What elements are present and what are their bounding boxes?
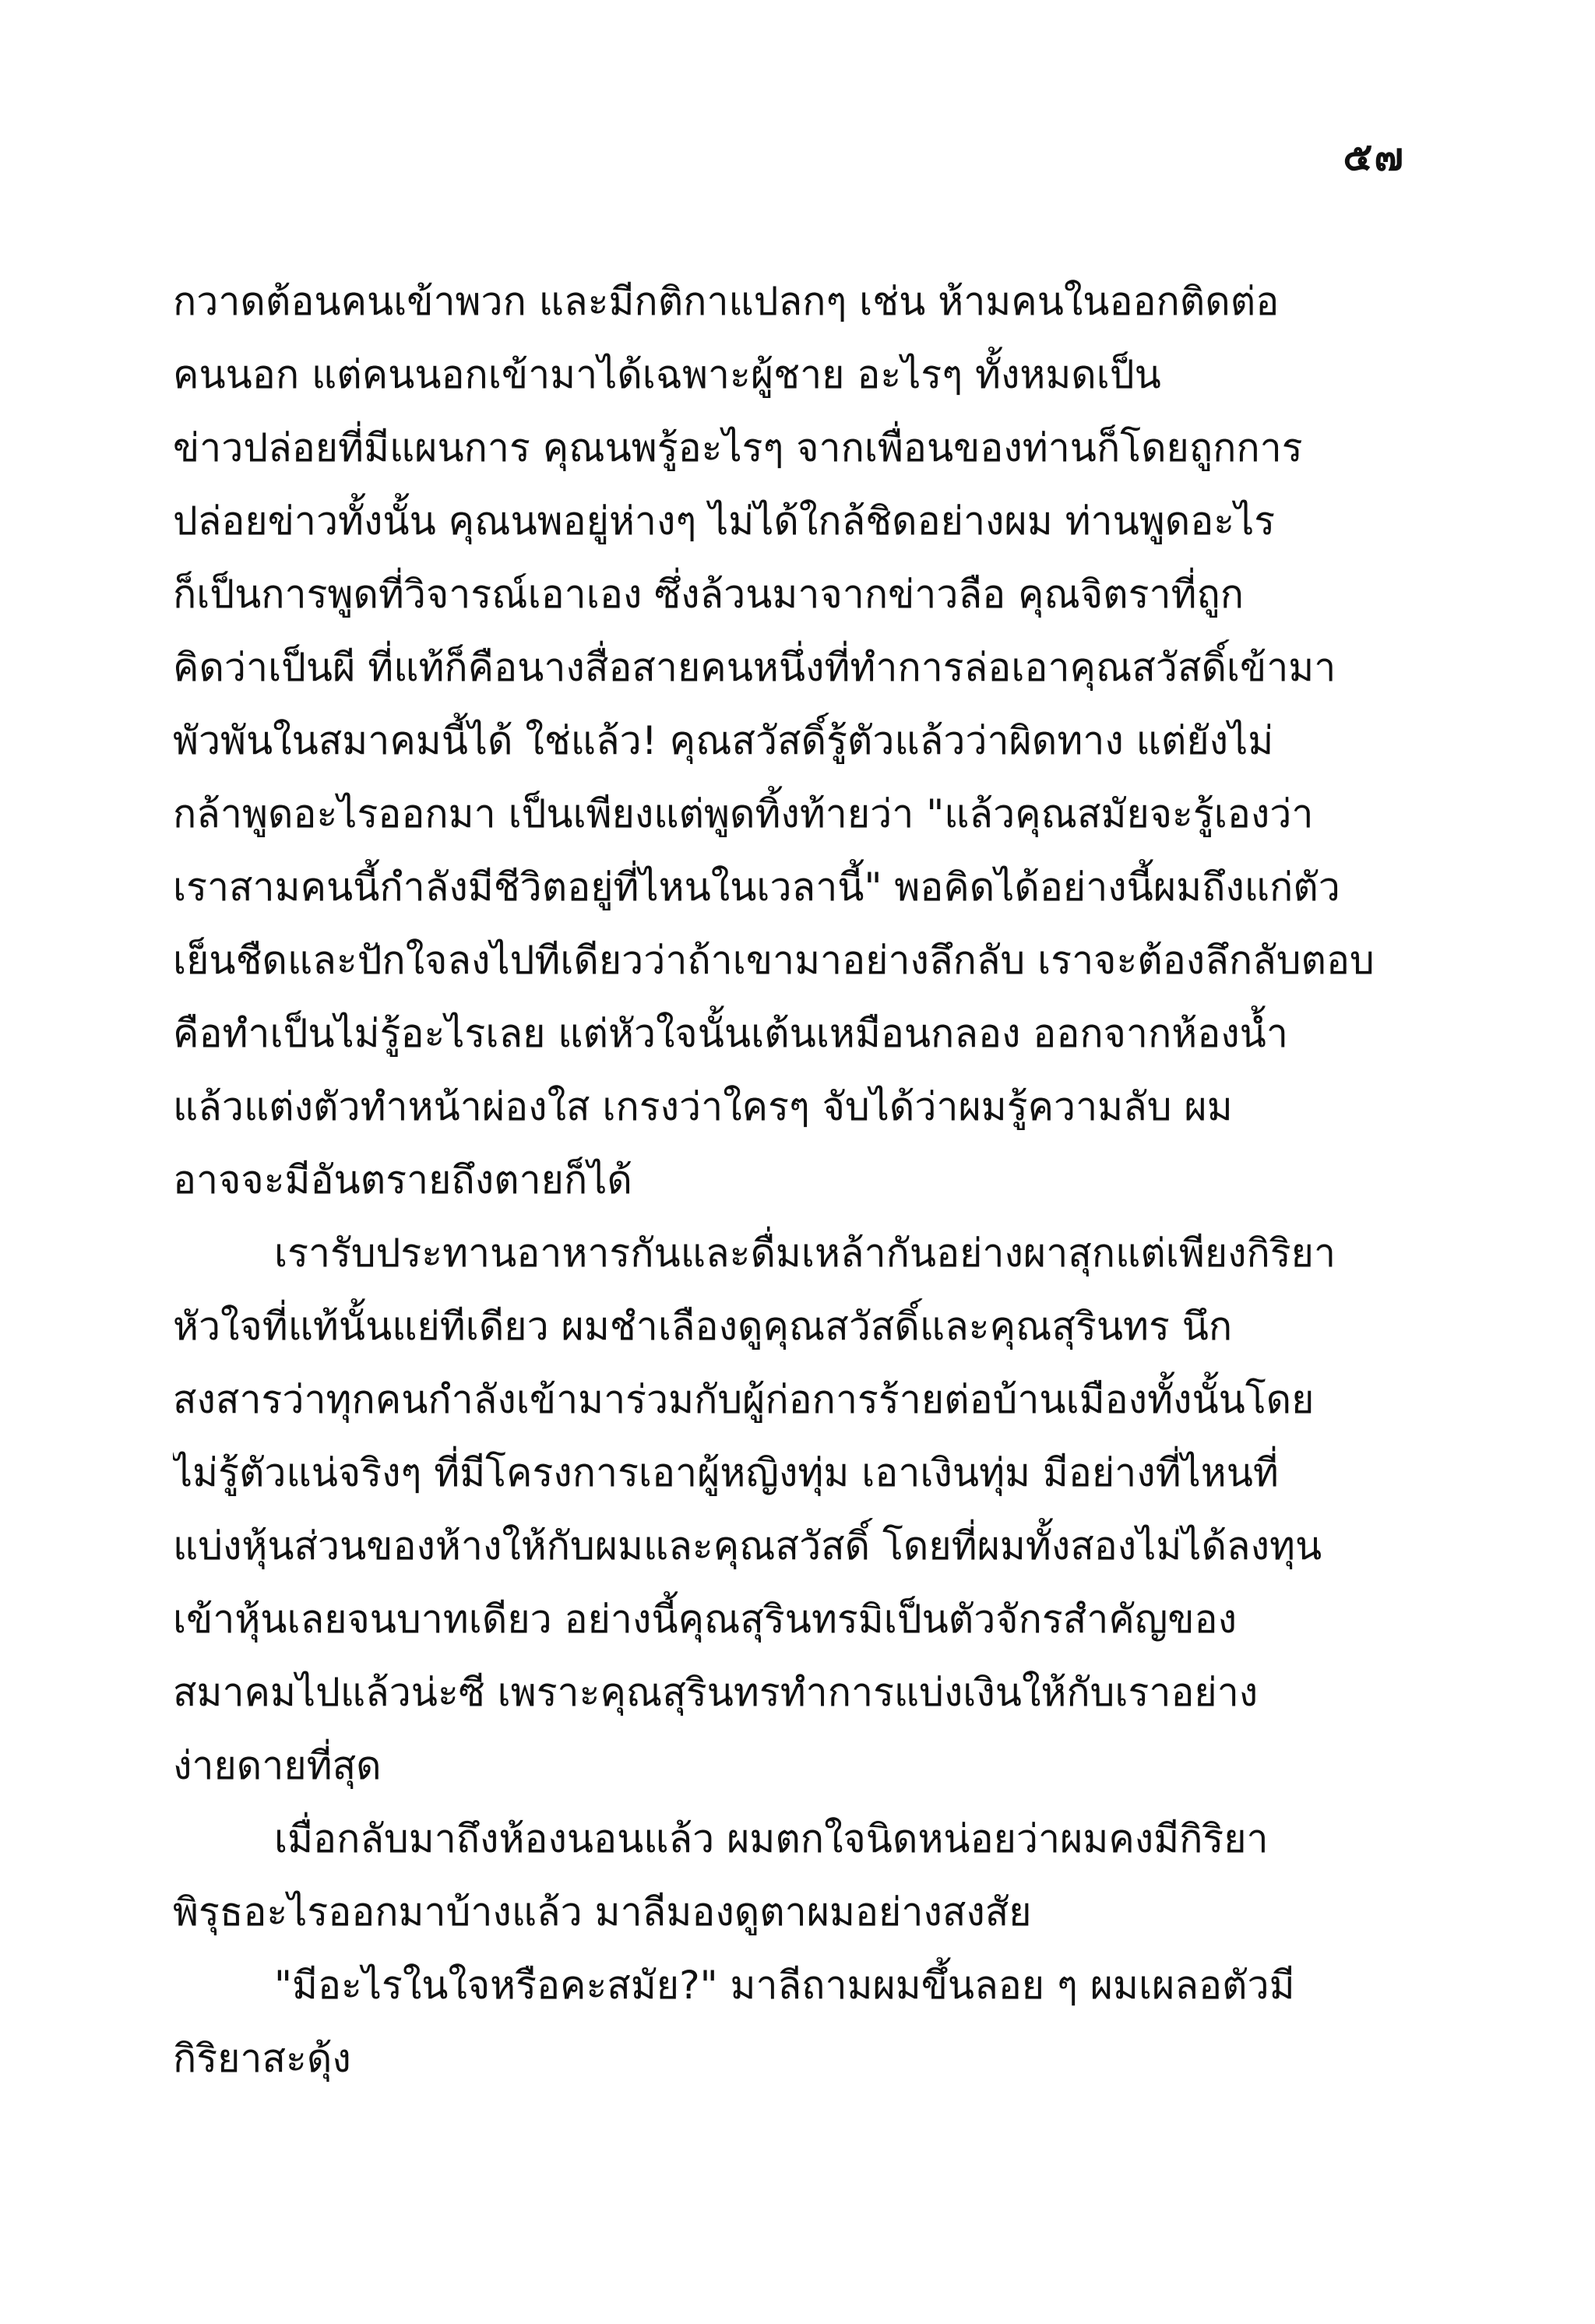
- text-line: ง่ายดายที่สุด: [173, 1743, 382, 1788]
- text-line: กล้าพูดอะไรออกมา เป็นเพียงแต่พูดทิ้งท้ายว่า "แล้วคุณสมัยจะรู้เองว่า: [173, 791, 1314, 836]
- text-line: กิริยาสะดุ้ง: [173, 2036, 351, 2081]
- text-line: แล้วแต่งตัวทำหน้าผ่องใส เกรงว่าใครๆ จับได้ว่าผมรู้ความลับ ผม: [173, 1084, 1233, 1129]
- text-line: เราสามคนนี้กำลังมีชีวิตอยู่ที่ไหนในเวลานี้" พอคิดได้อย่างนี้ผมถึงแก่ตัว: [173, 864, 1340, 910]
- text-line: พัวพันในสมาคมนี้ได้ ใช่แล้ว! คุณสวัสดิ์รู้ตัวแล้วว่าผิดทาง แต่ยังไม่: [173, 718, 1274, 763]
- text-line: เรารับประทานอาหารกันและดื่มเหล้ากันอย่างผาสุกแต่เพียงกิริยา: [274, 1231, 1336, 1276]
- text-line: เข้าหุ้นเลยจนบาทเดียว อย่างนี้คุณสุรินทรมิเป็นตัวจักรสำคัญของ: [173, 1597, 1237, 1642]
- text-line: กวาดต้อนคนเข้าพวก และมีกติกาแปลกๆ เช่น ห้ามคนในออกติดต่อ: [173, 279, 1280, 324]
- text-line: ข่าวปล่อยที่มีแผนการ คุณนพรู้อะไรๆ จากเพื่อนของท่านก็โดยถูกการ: [173, 425, 1303, 470]
- text-line: เมื่อกลับมาถึงห้องนอนแล้ว ผมตกใจนิดหน่อยว่าผมคงมีกิริยา: [274, 1816, 1269, 1861]
- text-line: คิดว่าเป็นผี ที่แท้ก็คือนางสื่อสายคนหนึ่งที่ทำการล่อเอาคุณสวัสดิ์เข้ามา: [173, 645, 1336, 690]
- text-line: พิรุธอะไรออกมาบ้างแล้ว มาลีมองดูตาผมอย่างสงสัย: [173, 1889, 1032, 1935]
- text-line: "มีอะไรในใจหรือคะสมัย?" มาลีถามผมขึ้นลอย ๆ ผมเผลอตัวมี: [274, 1963, 1295, 2008]
- text-line: เย็นชืดและปักใจลงไปทีเดียวว่าถ้าเขามาอย่างลึกลับ เราจะต้องลึกลับตอบ: [173, 938, 1375, 983]
- text-line: อาจจะมีอันตรายถึงตายก็ได้: [173, 1157, 632, 1202]
- text-line: สมาคมไปแล้วน่ะซี เพราะคุณสุรินทรทำการแบ่งเงินให้กับเราอย่าง: [173, 1670, 1259, 1715]
- text-line: แบ่งหุ้นส่วนของห้างให้กับผมและคุณสวัสดิ์ โดยที่ผมทั้งสองไม่ได้ลงทุน: [173, 1523, 1322, 1569]
- text-line: สงสารว่าทุกคนกำลังเข้ามาร่วมกับผู้ก่อการร้ายต่อบ้านเมืองทั้งนั้นโดย: [173, 1377, 1315, 1422]
- page-number: ๕๗: [1343, 134, 1405, 179]
- text-line: คือทำเป็นไม่รู้อะไรเลย แต่หัวใจนั้นเต้นเหมือนกลอง ออกจากห้องน้ำ: [173, 1011, 1288, 1056]
- text-line: คนนอก แต่คนนอกเข้ามาได้เฉพาะผู้ชาย อะไรๆ ทั้งหมดเป็น: [173, 352, 1161, 397]
- text-line: หัวใจที่แท้นั้นแย่ทีเดียว ผมชำเลืองดูคุณสวัสดิ์และคุณสุรินทร นึก: [173, 1304, 1233, 1349]
- body-text: [173, 265, 1425, 2095]
- text-line: ไม่รู้ตัวแน่จริงๆ ที่มีโครงการเอาผู้หญิงทุ่ม เอาเงินทุ่ม มีอย่างที่ไหนที่: [173, 1450, 1279, 1495]
- text-line: ก็เป็นการพูดที่วิจารณ์เอาเอง ซึ่งล้วนมาจากข่าวลือ คุณจิตราที่ถูก: [173, 572, 1245, 617]
- text-line: ปล่อยข่าวทั้งนั้น คุณนพอยู่ห่างๆ ไม่ได้ใกล้ชิดอย่างผม ท่านพูดอะไร: [173, 498, 1276, 544]
